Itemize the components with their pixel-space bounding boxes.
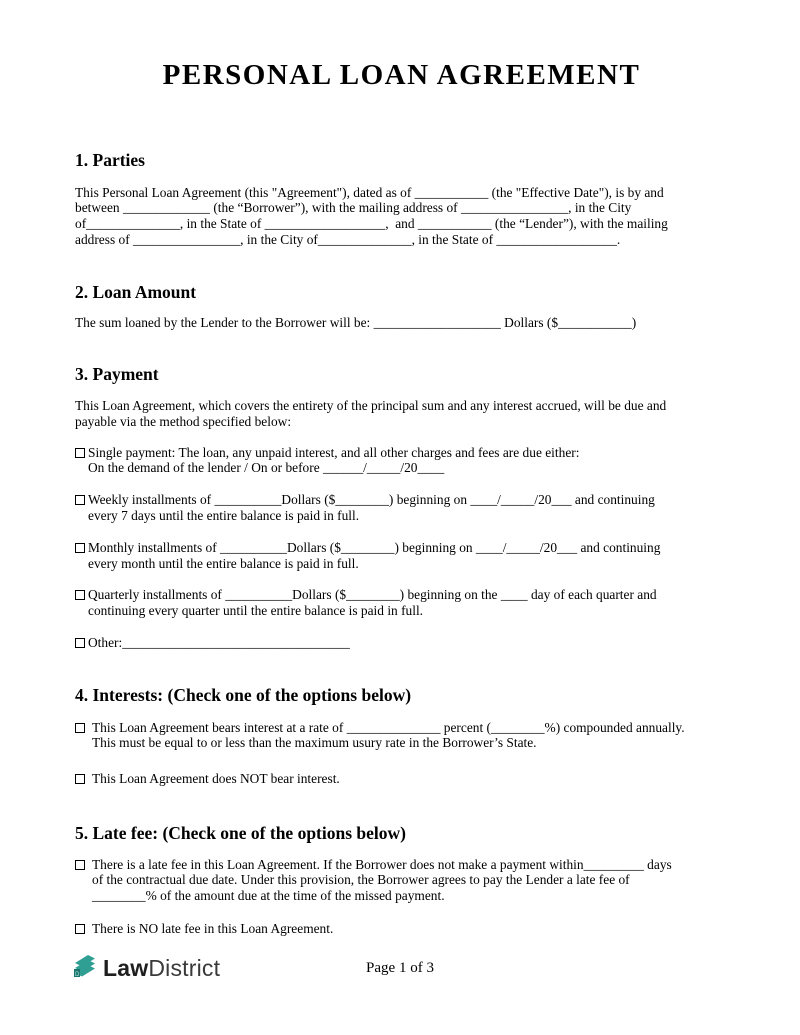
svg-text:D: D [75,972,80,978]
option-line: Weekly installments of __________Dollars ($________) beginning on ____/_____/20___ and continuing [88,492,655,508]
section-heading-late-fee: 5. Late fee: (Check one of the options below) [75,822,406,843]
bears-interest-checkbox[interactable] [75,723,85,733]
section-heading-loan-amount: 2. Loan Amount [75,281,197,302]
option-line: On the demand of the lender / On or before ______/_____/20____ [88,460,445,476]
interest-option-no-interest [75,771,728,787]
option-line: This must be equal to or less than the maximum usury rate in the Borrower’s State. [92,735,537,751]
option-line: of the contractual due date. Under this provision, the Borrower agrees to pay the Lender a late fee of [92,872,630,888]
payment-option-single-payment [75,445,728,477]
parties-line: between _____________ (the “Borrower”), with the mailing address of ________________, in the City [75,200,632,216]
payment-option-weekly-installments [75,492,728,524]
parties-line: This Personal Loan Agreement (this "Agreement"), dated as of ___________ (the "Effective Date"), is by and [75,184,664,200]
option-line: ________% of the amount due at the time of the missed payment. [92,888,445,904]
section-heading-parties: 1. Parties [75,149,145,170]
option-line: Quarterly installments of __________Dollars ($________) beginning on the ____ day of each quarter and [88,587,657,603]
late-fee-option-has-late-fee [75,857,728,904]
option-line: Other:__________________________________ [88,635,350,650]
single-payment-checkbox[interactable] [75,448,85,458]
option-line: every 7 days until the entire balance is paid in full. [88,508,360,524]
option-text [88,492,655,524]
payment-option-quarterly-installments [75,587,728,619]
option-line: Monthly installments of __________Dollars ($________) beginning on ____/_____/20___ and continuing [88,539,661,555]
option-text [88,540,660,572]
page-footer [0,948,800,998]
payment-option-other [75,635,728,651]
payment-intro-line: This Loan Agreement, which covers the entirety of the principal sum and any interest accrued, will be due and [75,398,667,414]
no-late-fee-checkbox[interactable] [75,924,85,934]
section-heading-payment: 3. Payment [75,364,159,385]
option-text [88,635,350,651]
section-heading-interests: 4. Interests: (Check one of the options below) [75,684,412,705]
payment-intro-line: payable via the method specified below: [75,413,292,429]
has-late-fee-checkbox[interactable] [75,860,85,870]
parties-paragraph [75,185,728,248]
brand-law: Law [103,955,149,981]
interest-option-bears-interest [75,720,728,752]
option-line: There is NO late fee in this Loan Agreement. [92,921,334,937]
option-line: There is a late fee in this Loan Agreement. If the Borrower does not make a payment within_________ days [92,856,672,872]
option-text [92,720,685,752]
document-title: PERSONAL LOAN AGREEMENT [162,59,641,91]
option-line: This Loan Agreement does NOT bear interest. [92,771,340,787]
option-line: continuing every quarter until the entire balance is paid in full. [88,603,424,619]
option-line: every month until the entire balance is paid in full. [88,555,359,571]
weekly-installments-checkbox[interactable] [75,495,85,505]
option-text [88,445,579,477]
quarterly-installments-checkbox[interactable] [75,590,85,600]
brand-district: District [148,955,221,981]
option-text [92,921,333,937]
option-text [88,587,657,619]
option-text [92,857,672,904]
late-fee-option-no-late-fee [75,921,728,937]
loan-amount-line: The sum loaned by the Lender to the Borrower will be: ___________________ Dollars ($___________) [75,315,637,331]
other-checkbox[interactable] [75,638,85,648]
page-number: Page 1 of 3 [366,960,434,976]
loan-amount-paragraph [75,315,728,331]
option-line: Single payment: The loan, any unpaid interest, and all other charges and fees are due either: [88,444,580,460]
no-interest-checkbox[interactable] [75,774,85,784]
option-text [92,771,340,787]
parties-line: of______________, in the State of __________________, and ___________ (the “Lender”), with the mailing [75,216,668,232]
option-line: This Loan Agreement bears interest at a rate of ______________ percent (________%) compounded annually. [92,719,685,735]
payment-option-monthly-installments [75,540,728,572]
payment-intro [75,398,728,430]
parties-line: address of ________________, in the City of______________, in the State of __________________. [75,231,621,247]
monthly-installments-checkbox[interactable] [75,543,85,553]
